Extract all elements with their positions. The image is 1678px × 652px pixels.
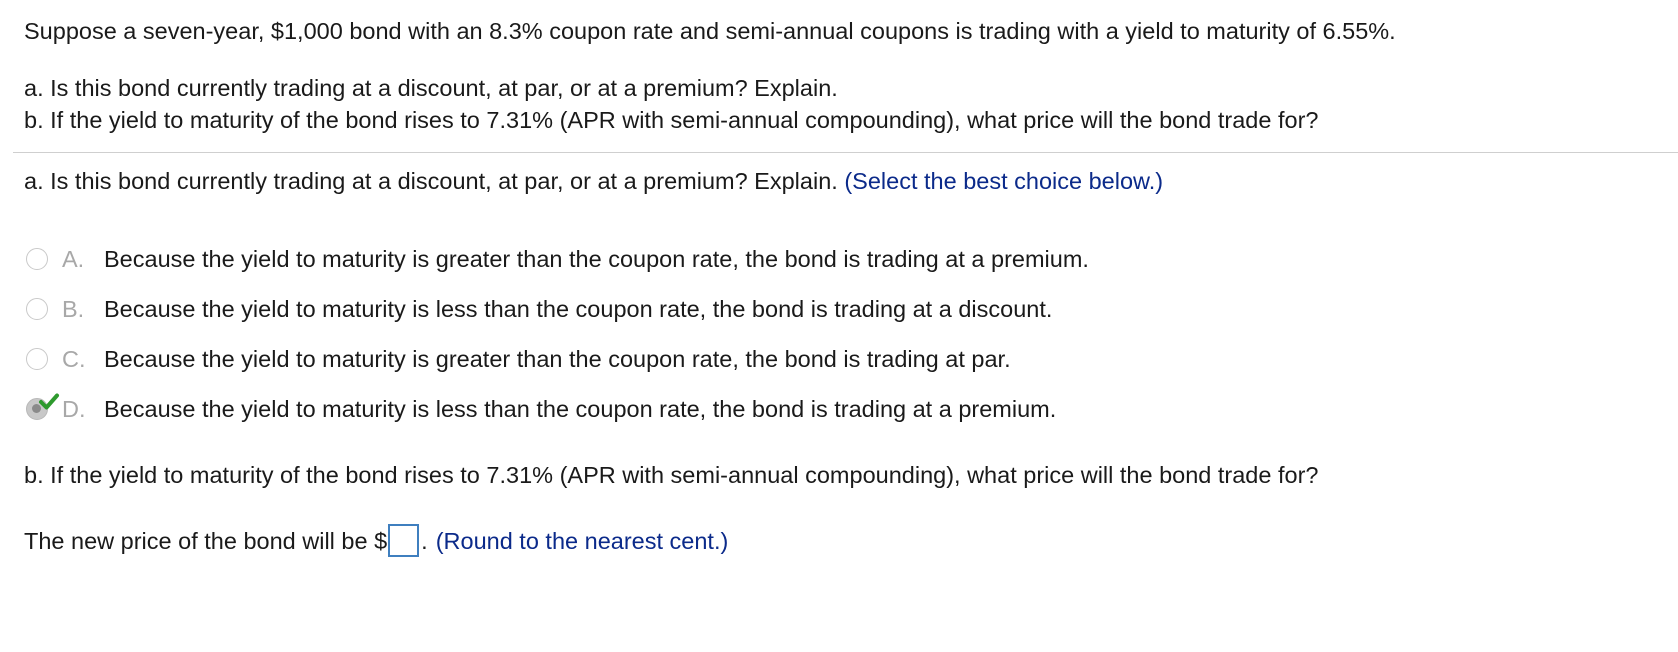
option-text: Because the yield to maturity is greater than the coupon rate, the bond is trading at par. [104, 345, 1011, 372]
answer-suffix: . [421, 527, 428, 554]
option-b[interactable] [26, 292, 1326, 326]
correct-check-icon [38, 391, 60, 413]
radio-button-a[interactable] [26, 248, 48, 270]
radio-button-d[interactable] [26, 398, 48, 420]
rounding-hint: (Round to the nearest cent.) [435, 527, 729, 554]
option-letter: A. [62, 245, 85, 272]
option-text: Because the yield to maturity is less than the coupon rate, the bond is trading at a premium. [104, 395, 1057, 422]
question-intro: Suppose a seven-year, $1,000 bond with an 8.3% coupon rate and semi-annual coupons is trading with a yield to maturity of 6.55%. [24, 18, 1396, 44]
question-part-a: a. Is this bond currently trading at a discount, at par, or at a premium? Explain. [24, 75, 838, 101]
answer-prefix: The new price of the bond will be $ [24, 527, 388, 554]
question-part-b: b. If the yield to maturity of the bond rises to 7.31% (APR with semi-annual compounding), what price will the bond trade for? [24, 107, 1319, 133]
part-a-hint: (Select the best choice below.) [844, 168, 1164, 194]
radio-button-b[interactable] [26, 298, 48, 320]
option-letter: D. [62, 395, 86, 422]
option-letter: C. [62, 345, 86, 372]
section-divider [13, 152, 1678, 153]
radio-button-c[interactable] [26, 348, 48, 370]
answer-row [24, 524, 728, 557]
option-letter: B. [62, 295, 85, 322]
option-text: Because the yield to maturity is greater than the coupon rate, the bond is trading at a premium. [104, 245, 1089, 272]
price-answer-input[interactable] [388, 524, 419, 557]
option-c[interactable] [26, 342, 1326, 376]
option-a[interactable] [26, 242, 1326, 276]
option-text: Because the yield to maturity is less than the coupon rate, the bond is trading at a discount. [104, 295, 1053, 322]
part-b-prompt: b. If the yield to maturity of the bond rises to 7.31% (APR with semi-annual compounding), what price will the bond trade for? [24, 462, 1319, 488]
part-a-prompt [24, 166, 1163, 196]
part-a-prompt-text: a. Is this bond currently trading at a discount, at par, or at a premium? Explain. [24, 168, 838, 194]
option-d[interactable] [26, 392, 1326, 426]
